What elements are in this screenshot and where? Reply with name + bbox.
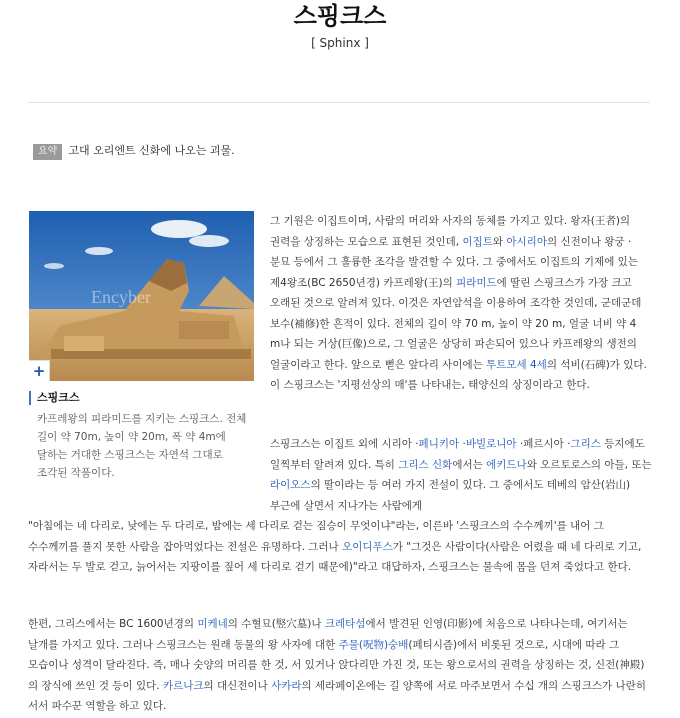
caption-title: 스핑크스 (29, 391, 80, 405)
article-link[interactable]: 라이오스 (270, 479, 311, 491)
page-title: 스핑크스 (293, 2, 387, 30)
expand-image-button[interactable] (29, 360, 50, 381)
summary-text: 고대 오리엔트 신화에 나오는 괴물. (68, 144, 235, 157)
article-link[interactable]: 그리스 신화 (398, 458, 453, 471)
article-link[interactable]: 주물(呪物)숭배 (338, 638, 409, 651)
article-link[interactable]: 이집트 (462, 235, 493, 248)
article-link[interactable]: 사카라 (271, 679, 302, 692)
article-link[interactable]: 미케네 (197, 618, 228, 630)
paragraph-2-end: "아침에는 네 다리로, 낮에는 두 다리로, 밤에는 세 다리로 걷는 짐승이 무엇이냐"라는, 이른바 '스핑크스의 수수께끼'를 내어 그 수수께끼를 풀지 못한 사람을 잡아먹었다는 전설은 유명하다. 그러나 오이디푸스가 "그것은 사람이다(사람은 어렸을 때 네 다리로 기고, 자라서는 두 발로 걷고, 늙어서는 지팡이를 짚어 세 다리로 걷기 때문에)"라고 대답하자, 스핑크스는 물속에 몸을 던져 죽었다고 한다. (28, 520, 642, 573)
article-link[interactable]: 그리스 (570, 438, 601, 450)
plus-icon: + (32, 362, 46, 380)
summary-badge: 요약 (33, 144, 62, 160)
article-link[interactable]: 페니키아 (418, 438, 460, 450)
paragraph-3: 한편, 그리스에서는 BC 1600년경의 미케네의 수혈묘(竪穴墓)나 크레타섬에서 발견된 인영(印影)에 처음으로 나타나는데, 여기서는 날개를 가지고 있다. 그러나 스핑크스는 원래 동물의 왕 사자에 대한 주물(呪物)숭배(페티시즘)에서 비롯된 것으로, 시대에 따라 그 모습이나 성격이 달라진다. 즉, 매나 숫양의 머리를 한 것, 서 있거나 앉다리만 가진 것, 또는 왕으로서의 권력을 상징하는 것, 신전(神殿)의 장식에 쓰인 것 등이 있다. 카르나크의 대신전이나 사카라의 세라페이온에는 길 양쪽에 서로 마주보면서 수십 개의 스핑크스가 나란히 서서 파수꾼 역할을 하고 있다. (28, 618, 646, 712)
divider (28, 102, 650, 103)
summary (33, 143, 235, 160)
article-link[interactable]: 에키드나 (486, 458, 527, 471)
caption-text: 카프레왕의 피라미드를 지키는 스핑크스. 전체 길이 약 70m, 높이 약 20m, 폭 약 4m에 달하는 거대한 스핑크스는 자연석 그대로 조각된 작품이다. (37, 413, 247, 479)
page-subtitle: [ Sphinx ] (311, 36, 369, 50)
article-link[interactable]: 오이디푸스 (342, 540, 393, 553)
article-link[interactable]: 피라미드 (456, 276, 497, 289)
watermark: Encyber (91, 287, 151, 307)
article-link[interactable]: 크레타섬 (324, 618, 366, 630)
paragraph-1: 그 기원은 이집트이며, 사람의 머리와 사자의 동체를 가지고 있다. 왕자(王者)의 권력을 상징하는 모습으로 표현된 것인데, 이집트와 아시리아의 신전이나 왕궁 · 분묘 등에서 그 훌륭한 조각을 발견할 수 있다. 그 중에서도 이집트의 기제에 있는 제4왕조(BC 2650년경) 카프레왕(王)의 피라미드에 딸린 스핑크스가 가장 크고 오래된 것으로 알려져 있다. 이것은 자연암석을 이용하여 조각한 것인데, 군데군데 보수(補修)한 흔적이 있다. 전체의 길이 약 70 m, 높이 약 20 m, 얼굴 너비 약 4 m나 되는 거상(巨像)으로, 그 얼굴은 상당히 파손되어 있으나 카프레왕의 생전의 얼굴이라고 한다. 앞으로 뻗은 앞다리 사이에는 투트모세 4세의 석비(石碑)가 있다. 이 스핑크스는 '지평선상의 매'를 나타내는, 태양신의 상징이라고 한다. (270, 215, 647, 391)
article-link[interactable]: 카르나크 (162, 679, 204, 692)
sphinx-image[interactable] (29, 211, 254, 381)
article-link[interactable]: 아시리아 (506, 235, 547, 248)
sphinx-photo (29, 211, 254, 381)
article-link[interactable]: 투트모세 4세 (486, 358, 547, 371)
article-link[interactable]: 바빌로니아 (465, 438, 517, 450)
paragraph-2-start: 스핑크스는 이집트 외에 시리아 ·페니키아 ·바빌로니아 ·페르시아 ·그리스 등지에도 일찍부터 알려져 있다. 특히 그리스 신화에서는 에키드나와 오르토로스의 아들, 또는 라이오스의 딸이라는 등 여러 가지 전설이 있다. 그 중에서도 테베의 암산(岩山) 부근에 살면서 지나가는 사람에게 (270, 438, 652, 512)
